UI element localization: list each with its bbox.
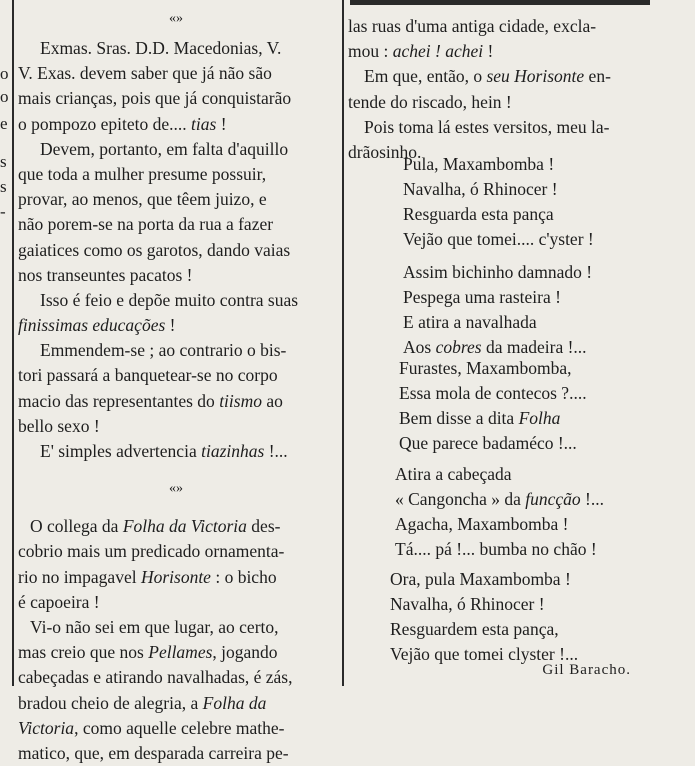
text-line: tende do riscado, hein !: [348, 91, 512, 112]
verse-line: Essa mola de contecos ?....: [399, 383, 587, 403]
verse-line: Furastes, Maxambomba,: [399, 358, 572, 378]
margin-fragment: -: [0, 202, 6, 221]
verse-line: Agacha, Maxambomba !: [395, 514, 569, 534]
text-line: o pompozo epiteto de.... tias !: [18, 113, 227, 134]
left-margin-fragments: [0, 0, 8, 686]
text-line: finissimas educações !: [18, 315, 176, 336]
margin-fragment: s: [0, 177, 7, 196]
margin-fragment: o: [0, 87, 9, 106]
verse-line: Pula, Maxambomba !: [403, 154, 555, 174]
text-line: gaiatices como os garotos, dando vaias: [18, 239, 291, 260]
column-rule-left: [12, 0, 14, 686]
text-line: que toda a mulher presume possuir,: [18, 163, 267, 184]
verse-line: Tá.... pá !... bumba no chão !: [395, 539, 597, 559]
text-line: V. Exas. devem saber que já não são: [18, 63, 272, 84]
text-line: las ruas d'uma antiga cidade, excla-: [348, 16, 597, 36]
text-line: Devem, portanto, em falta d'aquillo: [40, 138, 289, 159]
text-line: macio das representantes do tiismo ao: [18, 390, 283, 411]
text-line: drãosinho.: [348, 141, 422, 162]
poem-stanza-1: [403, 152, 594, 252]
text-line: não porem-se na porta da rua a fazer: [18, 214, 274, 235]
verse-line: Vejão que tomei clyster !...: [390, 644, 579, 664]
text-line: cabeçadas e atirando navalhadas, é zás,: [18, 667, 293, 688]
text-line: cobrio mais um predicado ornamenta-: [18, 541, 285, 562]
column-left: [18, 6, 334, 766]
text-line: mou : achei ! achei !: [348, 41, 494, 62]
margin-fragment: s: [0, 152, 7, 171]
column-rule-right: [342, 0, 344, 686]
poem-stanza-4: [395, 462, 604, 562]
text-line: Pois toma lá estes versitos, meu la-: [364, 116, 610, 137]
verse-line: Navalha, ó Rhinocer !: [390, 594, 545, 614]
margin-fragment: o: [0, 64, 9, 83]
verse-line: Resguarda esta pança: [403, 204, 554, 224]
verse-line: Vejão que tomei.... c'yster !: [403, 229, 594, 249]
text-line: bradou cheio de alegria, a Folha da: [18, 692, 267, 713]
text-line: Isso é feio e depõe muito contra suas: [40, 289, 299, 310]
verse-line: Que parece badaméco !...: [399, 433, 577, 453]
text-line: Exmas. Sras. D.D. Macedonias, V.: [40, 38, 282, 58]
text-line: rio no impagavel Horisonte : o bicho: [18, 566, 277, 587]
text-line: matico, que, em desparada carreira pe-: [18, 742, 289, 763]
text-line: mas creio que nos Pellames, jogando: [18, 642, 278, 663]
text-line: Victoria, como aquelle celebre mathe-: [18, 717, 285, 738]
verse-line: Ora, pula Maxambomba !: [390, 569, 571, 589]
text-line: mais crianças, pois que já conquistarão: [18, 88, 292, 109]
signature: Gil Baracho.: [542, 662, 631, 678]
poem-stanza-2: [403, 260, 592, 360]
verse-line: Assim bichinho damnado !: [403, 262, 593, 282]
text-line: é capoeira !: [18, 591, 100, 612]
verse-line: Resguardem esta pança,: [390, 619, 559, 639]
text-line: nos transeuntes pacatos !: [18, 264, 193, 285]
verse-line: Pespega uma rasteira !: [403, 287, 561, 307]
text-line: provar, ao menos, que têem juizo, e: [18, 189, 267, 210]
verse-line: E atira a navalhada: [403, 312, 537, 332]
margin-fragment: e: [0, 114, 8, 133]
text-line: Vi-o não sei em que lugar, ao certo,: [30, 616, 279, 637]
verse-line: Aos cobres da madeira !...: [403, 337, 587, 357]
column-right: [348, 14, 668, 165]
separator-glyph: «»: [169, 481, 183, 497]
verse-line: Navalha, ó Rhinocer !: [403, 179, 558, 199]
verse-line: Atira a cabeçada: [395, 464, 512, 484]
verse-line: « Cangoncha » da funcção !...: [395, 489, 604, 509]
top-rule: [350, 0, 650, 5]
text-line: Emmendem-se ; ao contrario o bis-: [40, 340, 287, 361]
poem-stanza-5: [390, 567, 578, 667]
text-line: O collega da Folha da Victoria des-: [30, 516, 281, 537]
separator-glyph: «»: [169, 11, 183, 26]
verse-line: Bem disse a dita Folha: [399, 408, 561, 428]
text-line: bello sexo !: [18, 415, 100, 436]
text-line: E' simples advertencia tiazinhas !...: [40, 441, 288, 461]
poem-stanza-3: [399, 356, 587, 456]
text-line: tori passará a banquetear-se no corpo: [18, 365, 278, 386]
text-line: Em que, então, o seu Horisonte en-: [364, 66, 611, 87]
